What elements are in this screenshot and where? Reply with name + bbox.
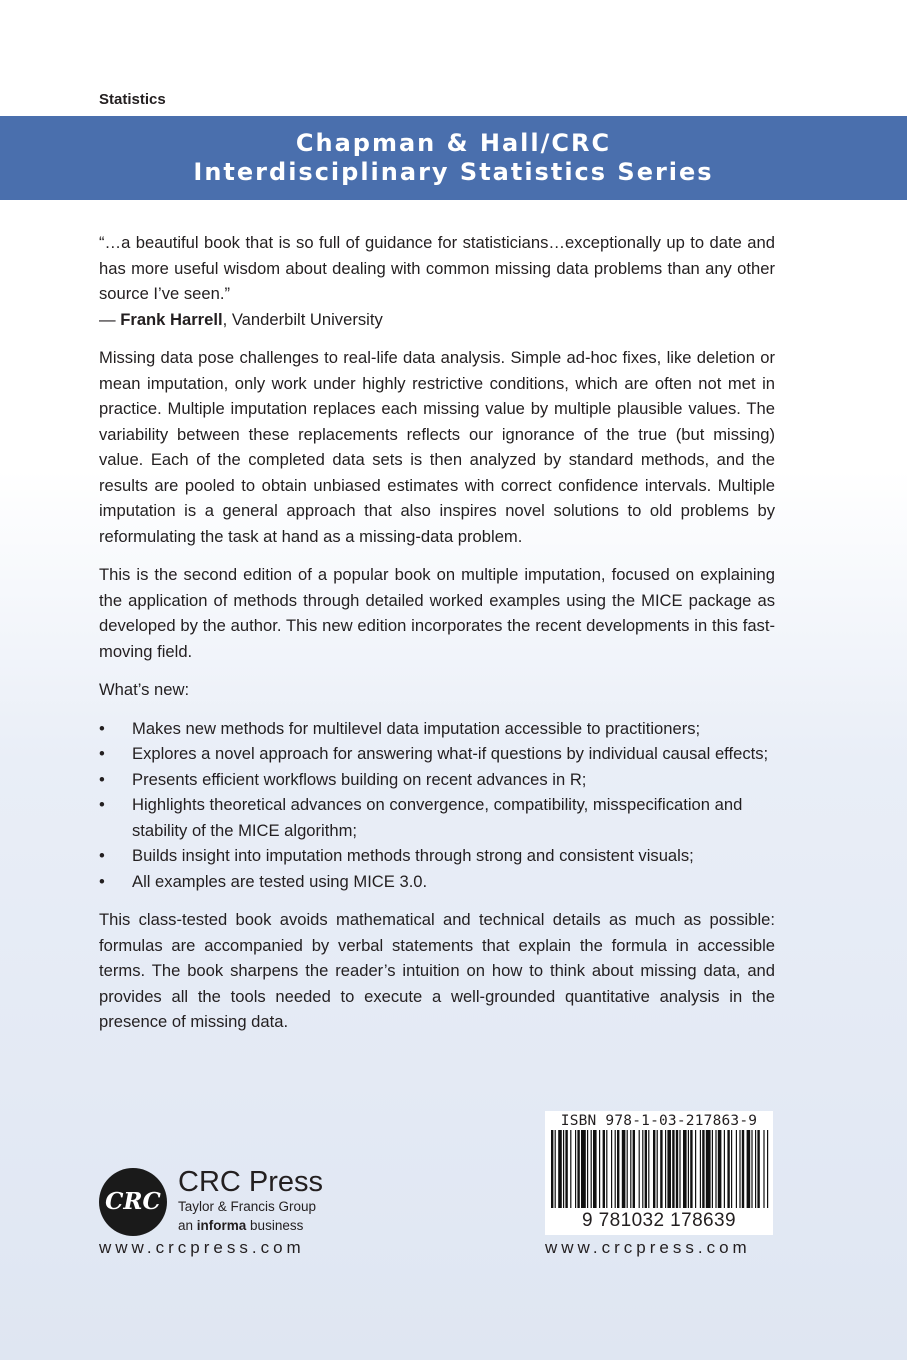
quote-attribution <box>99 307 775 333</box>
barcode-bar <box>706 1130 711 1208</box>
edition-paragraph: This is the second edition of a popular book on multiple imputation, focused on explaining the application of methods through detailed worked examples using the MICE package as developed by the author. This new edition incorporates the recent developments in this fast-moving field. <box>99 565 775 661</box>
barcode-bar <box>683 1130 687 1208</box>
barcode-bar <box>627 1130 628 1208</box>
whats-new-list <box>99 716 775 895</box>
list-item <box>99 741 775 767</box>
barcode-bar <box>739 1130 740 1208</box>
barcode-bar <box>690 1130 692 1208</box>
barcode-bar <box>653 1130 655 1208</box>
barcode-bar <box>599 1130 600 1208</box>
barcode-bar <box>615 1130 616 1208</box>
informa-brand: informa <box>196 1218 247 1233</box>
barcode-bar <box>617 1130 619 1208</box>
series-banner <box>0 116 907 200</box>
barcode-bar <box>755 1130 756 1208</box>
bullet-icon: • <box>99 871 105 891</box>
list-item-text: Highlights theoretical advances on convergence, compatibility, misspecification and stability of the MICE algorithm; <box>132 795 743 840</box>
barcode-bar <box>642 1130 643 1208</box>
barcode-bar <box>622 1130 626 1208</box>
category-label: Statistics <box>99 91 166 108</box>
barcode-bars-icon <box>545 1130 773 1210</box>
publisher-informa <box>178 1218 303 1233</box>
list-item <box>99 767 775 793</box>
barcode-bar <box>645 1130 647 1208</box>
crc-logo-icon <box>99 1168 167 1236</box>
barcode-bar <box>555 1130 556 1208</box>
list-item-text: Presents efficient workflows building on recent advances in R; <box>132 769 587 789</box>
isbn-label: ISBN 978-1-03-217863-9 <box>560 1113 758 1129</box>
bullet-icon: • <box>99 795 105 814</box>
publisher-name: CRC Press <box>178 1166 324 1198</box>
barcode-bar <box>751 1130 752 1208</box>
quote-author: Frank Harrell <box>120 309 223 329</box>
barcode-bar <box>747 1130 751 1208</box>
barcode-bar <box>648 1130 649 1208</box>
publisher-group: Taylor & Francis Group <box>178 1199 317 1214</box>
barcode-bar <box>727 1130 729 1208</box>
list-item <box>99 792 775 843</box>
barcode-bar <box>672 1130 674 1208</box>
barcode-bar <box>757 1130 759 1208</box>
barcode-bar <box>660 1130 662 1208</box>
list-item-text: Makes new methods for multilevel data imputation accessible to practitioners; <box>132 718 701 738</box>
barcode-bar <box>558 1130 562 1208</box>
back-cover-text <box>99 230 775 1048</box>
barcode-bar <box>702 1130 704 1208</box>
list-item-text: Builds insight into imputation methods through strong and consistent visuals; <box>132 846 694 865</box>
barcode-bar <box>688 1130 689 1208</box>
barcode-bar <box>611 1130 612 1208</box>
barcode-bar <box>718 1130 722 1208</box>
barcode-bar <box>591 1130 592 1208</box>
barcode-bar <box>695 1130 696 1208</box>
quote-dash: — <box>99 309 121 329</box>
barcode-digits: 9 781032 178639 <box>582 1210 736 1231</box>
list-item <box>99 843 775 869</box>
barcode-bar <box>715 1130 716 1208</box>
barcode-bar <box>667 1130 671 1208</box>
publisher-url-right[interactable]: www.crcpress.com <box>545 1238 751 1257</box>
barcode-bar <box>736 1130 737 1208</box>
barcode-bar <box>700 1130 701 1208</box>
list-item <box>99 716 775 742</box>
barcode-bar <box>679 1130 680 1208</box>
barcode-bar <box>657 1130 658 1208</box>
informa-suffix: business <box>246 1218 304 1233</box>
barcode-bar <box>731 1130 732 1208</box>
barcode-bar <box>724 1130 725 1208</box>
barcode-bar <box>593 1130 597 1208</box>
barcode-bar <box>587 1130 588 1208</box>
barcode-bar <box>630 1130 631 1208</box>
barcode-bar <box>639 1130 640 1208</box>
bullet-icon: • <box>99 744 105 763</box>
list-item-text: Explores a novel approach for answering what-if questions by individual causal effects; <box>132 744 769 763</box>
barcode-bar <box>581 1130 586 1208</box>
barcode-bar <box>565 1130 567 1208</box>
publisher-url-left[interactable]: www.crcpress.com <box>99 1238 305 1257</box>
barcode-bar <box>763 1130 764 1208</box>
crc-logo-text: CRC <box>105 1188 161 1215</box>
barcode-bar <box>575 1130 576 1208</box>
endorsement-quote <box>99 230 775 332</box>
barcode-bar <box>712 1130 713 1208</box>
barcode-bar <box>551 1130 553 1208</box>
list-item-text: All examples are tested using MICE 3.0. <box>132 871 428 891</box>
quote-text: “…a beautiful book that is so full of guidance for statisticians…exceptionally up to date and has more useful wisdom about dealing with common missing data problems than any other source I’ve seen.” <box>99 233 775 303</box>
barcode-bar <box>633 1130 635 1208</box>
quote-affiliation: , Vanderbilt University <box>222 309 383 329</box>
barcode-bar <box>563 1130 564 1208</box>
barcode-bar <box>665 1130 666 1208</box>
informa-prefix: an <box>178 1218 197 1233</box>
barcode-bar <box>767 1130 768 1208</box>
intro-paragraph: Missing data pose challenges to real-life data analysis. Simple ad-hoc fixes, like deletion or mean imputation, only work under highly restrictive conditions, which are often not met in practice. Multiple imputation replaces each missing value by multiple plausible values. The variability between these replacements reflects our ignorance of the true (but missing) value. Each of the completed data sets is then analyzed by standard methods, and the results are pooled to obtain unbiased estimates with correct confidence intervals. Multiple imputation is a general approach that also inspires novel solutions to old problems by reformulating the task at hand as a missing-data problem. <box>99 348 775 546</box>
closing-paragraph: This class-tested book avoids mathematical and technical details as much as possible: formulas are accompanied by verbal statements that explain the formula in accessible terms. The book sharpens the reader’s intuition on how to think about missing data, and provides all the tools needed to execute a well-grounded quantitative analysis in the presence of missing data. <box>99 910 775 1031</box>
barcode-bar <box>570 1130 571 1208</box>
whats-new-heading: What’s new: <box>99 680 190 699</box>
barcode-bar <box>577 1130 579 1208</box>
barcode-bar <box>742 1130 744 1208</box>
bullet-icon: • <box>99 769 105 789</box>
barcode-bar <box>606 1130 607 1208</box>
bullet-icon: • <box>99 846 105 865</box>
list-item <box>99 869 775 895</box>
barcode-bar <box>676 1130 678 1208</box>
series-title-line-1: Chapman & Hall/CRC <box>295 129 612 157</box>
isbn-barcode <box>545 1111 773 1235</box>
barcode-bar <box>603 1130 605 1208</box>
series-title-line-2: Interdisciplinary Statistics Series <box>193 158 714 186</box>
bullet-icon: • <box>99 718 105 738</box>
